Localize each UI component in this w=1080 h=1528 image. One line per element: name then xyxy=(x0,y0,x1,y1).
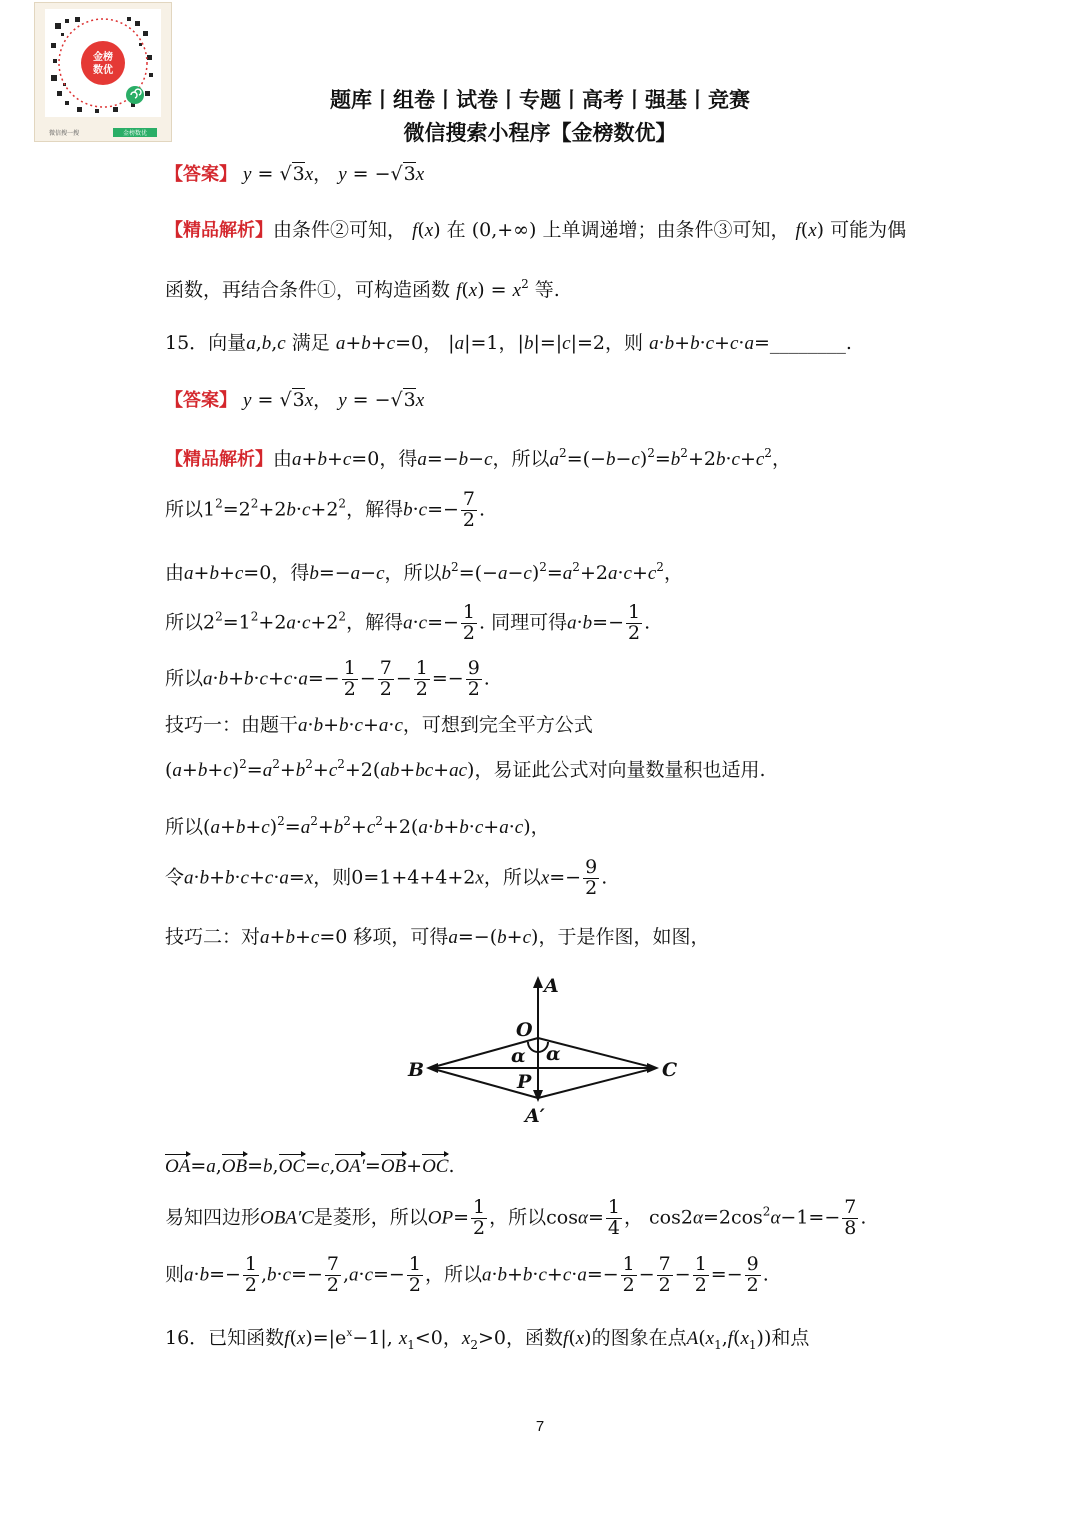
label-a-prime: A′ xyxy=(525,1105,545,1127)
qr-search-badge: 金榜数优 xyxy=(122,130,148,137)
tip1-line-2: 所以$(a+b+c)^2=a^2+b^2+c^2+2(a\cdot b+b\cdot c+a\cdot c)$， xyxy=(165,814,550,838)
answer-blank: ________. xyxy=(769,332,852,354)
arrow-head-b xyxy=(426,1063,438,1073)
result-line: 则a·b=− $\frac{1}{2}$ ,b·c=− $\frac{7}{2}$ ,a·c=− $\frac{1}{2}$ ，所以a·b+b·c+c·a=− $\frac{1}{2}$ − $\frac{7}{2}$ − $\frac{1}{2}$ =− $\frac{9}{2}$ . xyxy=(165,1253,769,1296)
question-16: 16．已知函数$f(x)=|e^x-1|$, $x_1<0$，$x_2>0$，函数f(x)的图象在点$A(x_1,f(x_1))$和点 xyxy=(165,1325,810,1352)
page-number: 7 xyxy=(535,1418,545,1435)
tip1-formula: $(a+b+c)^2=a^2+b^2+c^2+2(ab+bc+ac)$，易证此公式对向量数量积也适用. xyxy=(165,757,766,781)
arrow-head-a xyxy=(533,976,543,988)
analysis-line-2: 函数，再结合条件①，可构造函数 $f(x) = x^2$ 等. xyxy=(165,277,560,301)
answer-line-1: 【答案】 y = √3x， y = −√3x xyxy=(165,163,425,185)
label-alpha-1: α xyxy=(511,1045,526,1067)
qr-center-text-1: 金榜 xyxy=(93,52,113,63)
analysis-15-line-2: 所以$1^2=2^2+2b\cdot c+2^2$，解得b·c=− $\frac{7}{2}$ . xyxy=(165,488,486,531)
tip2-line: 技巧二：对a+b+c=0 移项，可得a=−(b+c)，于是作图，如图， xyxy=(165,926,710,948)
header-subtitle: 微信搜索小程序【金榜数优】 xyxy=(403,121,677,145)
analysis-line-1: 【精品解析】由条件②可知， f(x) 在 (0,+∞) 上单调递增；由条件③可知， f(x) 可能为偶 xyxy=(165,219,907,241)
qr-wechat-search: 微信搜一搜 xyxy=(49,130,80,137)
label-b: B xyxy=(408,1059,425,1081)
tip1-line-3: 令a·b+b·c+c·a=x，则0=1+4+4+2x，所以x=− $\frac{9}{2}$ . xyxy=(165,856,608,899)
analysis-15-line-1: 【精品解析】由a+b+c=0，得a=−b−c，所以$a^2=(-b-c)^2=b^2+2b\cdot c+c^2$， xyxy=(165,446,791,470)
label-a: A xyxy=(544,975,559,997)
analysis-label: 【精品解析】 xyxy=(165,220,273,241)
label-o: O xyxy=(516,1019,533,1041)
arrow-head-c xyxy=(647,1063,659,1073)
answer-line-2: 【答案】 y = √3x， y = −√3x xyxy=(165,389,425,411)
qr-center-text-2: 数优 xyxy=(93,65,113,76)
header-nav: 题库丨组卷丨试卷丨专题丨高考丨强基丨竞赛 xyxy=(330,88,750,112)
rhombus-line: 易知四边形OBA′C是菱形，所以OP= $\frac{1}{2}$ ，所以cosα= $\frac{1}{4}$ ， $\cos 2\alpha=2\cos^2\alpha-1=-$ $\frac{7}{8}$ . xyxy=(165,1196,867,1239)
vector-definitions: OA=a,OB=b,OC=c,OA′=OB+OC. xyxy=(165,1155,455,1177)
analysis-15-line-3: 由a+b+c=0，得b=−a−c，所以$b^2=(-a-c)^2=a^2+2a\cdot c+c^2$， xyxy=(165,560,683,584)
rhombus-diagram xyxy=(400,970,690,1130)
analysis-15-line-4: 所以$2^2=1^2+2a\cdot c+2^2$，解得a·c=− $\frac{1}{2}$ . 同理可得a·b=− $\frac{1}{2}$ . xyxy=(165,601,651,644)
label-p: P xyxy=(517,1071,532,1093)
label-alpha-2: α xyxy=(546,1043,561,1065)
analysis-15-line-5: 所以a·b+b·c+c·a=− $\frac{1}{2}$ − $\frac{7}{2}$ − $\frac{1}{2}$ =− $\frac{9}{2}$ . xyxy=(165,657,490,700)
question-15: 15．向量a,b,c 满足 a+b+c=0， |a|=1，|b|=|c|=2，则 a·b+b·c+c·a=________. xyxy=(165,332,852,354)
label-c: C xyxy=(662,1059,678,1081)
answer-label: 【答案】 xyxy=(165,164,237,185)
tip1-line: 技巧一：由题干a·b+b·c+a·c，可想到完全平方公式 xyxy=(165,714,593,736)
